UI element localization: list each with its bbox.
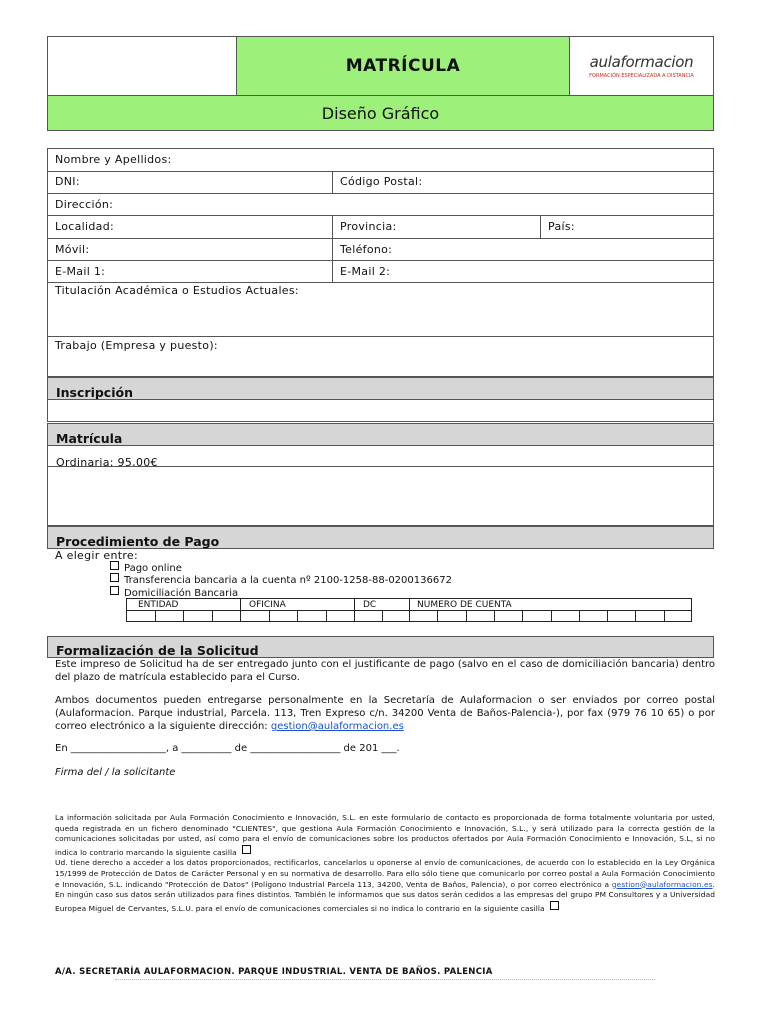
mobile-label: Móvil:: [55, 243, 90, 256]
bank-digit-cell-divider: [635, 610, 636, 622]
checkbox-transfer[interactable]: [110, 573, 119, 582]
province-label: Provincia:: [340, 220, 397, 233]
job-label: Trabajo (Empresa y puesto):: [55, 339, 218, 352]
matricula-ordinaria-row: [47, 445, 714, 467]
degree-label: Titulación Académica o Estudios Actuales:: [55, 284, 299, 297]
bank-digit-cell-divider: [522, 610, 523, 622]
checkbox-direct-debit[interactable]: [110, 586, 119, 595]
inscripcion-header: [47, 377, 714, 400]
payment-option-transfer[interactable]: Transferencia bancaria a la cuenta nº 2100-1258-88-0200136672: [110, 573, 452, 586]
bank-digit-cell-divider: [297, 610, 298, 622]
inscripcion-title: Inscripción: [56, 385, 133, 400]
matricula-blank-row: [47, 466, 714, 526]
page-title: MATRÍCULA: [345, 56, 461, 76]
bank-digit-cell-divider: [494, 610, 495, 622]
header-title-cell: [236, 36, 570, 96]
solicitud-paragraph-1: Este impreso de Solicitud ha de ser entregado junto con el justificante de pago (salvo en el caso de domiciliación bancaria) dentro del plazo de matrícula establecido para el Curso.: [55, 659, 715, 683]
name-label: Nombre y Apellidos:: [55, 153, 172, 166]
legal-notice: La información solicitada por Aula Formación Conocimiento e Innovación, S.L. en este formulario de contacto es proporcionada de forma totalmente voluntaria por usted, queda registrada en un fichero denominado "CLIENTES", que gestiona Aula Formación Conocimiento e Innovación, S.L., y será utilizado para la correcta gestión de la comunicaciones solicitadas por usted, así como para el envío de comunicaciones sobre los productos ofertados por Aula Formación Conocimiento e Innovación, S.L, si no indica lo contrario marcando la siguiente casilla Ud. tiene derecho a acceder a los datos proporcionados, rectificarlos, cancelarlos u oponerse al envío de comunicaciones, de acuerdo con lo establecido en la Ley Orgánica 15/1999 de Protección de Datos de Carácter Personal y en su normativa de desarrollo. Para ello sólo tiene que comunicarlo por correo postal a Aula Formación Conocimiento e Innovación, S.L. indicando "Protección de Datos" (Polígono Industrial Parcela 113, 34200, Venta de Baños, Palencia), o por correo electrónico a gestion@aulaformacion.es. En ningún caso sus datos serán utilizados para fines distintos. También le informamos que sus datos serán cedidos a las empresas del grupo PM Consultores y a Universidad Europea Miguel de Cervantes, S.L.U. para el envío de comunicaciones comerciales si no indica lo contrario en la siguiente casilla: [55, 813, 715, 913]
solicitud-header: [47, 636, 714, 658]
bank-digit-cell-divider: [183, 610, 184, 622]
bank-digit-cell-divider: [212, 610, 213, 622]
header-left-blank: [47, 36, 237, 96]
bank-digit-cell-divider: [382, 610, 383, 622]
bank-header-oficina: OFICINA: [249, 600, 286, 610]
brand-logo: aulaformacion: [589, 53, 694, 71]
bank-digit-cell-divider: [466, 610, 467, 622]
bank-digit-cell-divider: [437, 610, 438, 622]
solicitud-paragraph-2: Ambos documentos pueden entregarse personalmente en la Secretaría de Aulaformacion o ser enviados por correo postal (Aulaformacion. Parque industrial, Parcela. 113, Tren Expreso c/n. 34200 Venta de Baños-Palencia-), por fax (979 76 10 65) o por correo electrónico a la siguiente dirección: gestion@aulaformacion.es: [55, 695, 715, 732]
footer-rule: [115, 979, 655, 980]
bank-digit-cell-divider: [155, 610, 156, 622]
matricula-title: Matrícula: [56, 431, 123, 446]
bank-digit-cell-divider: [326, 610, 327, 622]
email1-label: E-Mail 1:: [55, 265, 106, 278]
address-label: Dirección:: [55, 198, 114, 211]
pago-choose: A elegir entre:: [55, 549, 138, 562]
legal-email-link[interactable]: gestion@aulaformacion.es: [611, 879, 713, 889]
bank-digit-cell-divider: [579, 610, 580, 622]
ordinaria-price: Ordinaria: 95,00€: [56, 456, 158, 469]
country-label: País:: [548, 220, 575, 233]
phone-label: Teléfono:: [340, 243, 393, 256]
bank-header-dc: DC: [363, 600, 377, 610]
course-banner: [47, 95, 714, 131]
payment-option-direct-debit[interactable]: Domiciliación Bancaria: [110, 586, 238, 599]
inscripcion-body: [47, 399, 714, 422]
pago-header: [47, 526, 714, 549]
postal-code-label: Código Postal:: [340, 175, 423, 188]
bank-header-entidad: ENTIDAD: [138, 600, 179, 610]
course-name: Diseño Gráfico: [321, 103, 440, 123]
payment-option-online[interactable]: Pago online: [110, 561, 182, 574]
checkbox-online[interactable]: [110, 561, 119, 570]
signature-label: Firma del / la solicitante: [55, 767, 176, 778]
bank-digit-cell-divider: [551, 610, 552, 622]
footer-address: A/A. SECRETARÍA AULAFORMACION. PARQUE INDUSTRIAL. VENTA DE BAÑOS. PALENCIA: [55, 967, 493, 977]
contact-email-link[interactable]: gestion@aulaformacion.es: [270, 721, 404, 732]
email2-label: E-Mail 2:: [340, 265, 391, 278]
bank-digit-cell-divider: [664, 610, 665, 622]
dni-label: DNI:: [55, 175, 80, 188]
solicitud-title: Formalización de la Solicitud: [56, 643, 259, 658]
bank-digit-cell-divider: [607, 610, 608, 622]
bank-digit-cell-divider: [269, 610, 270, 622]
brand-tagline: FORMACIÓN ESPECIALIZADA A DISTANCIA: [589, 73, 694, 79]
bank-header-account: NUMERO DE CUENTA: [417, 600, 512, 610]
date-line: En ___________________, a __________ de __________________ de 201 ___.: [55, 743, 400, 754]
header-logo-cell: [569, 36, 714, 96]
legal-optout-checkbox-2[interactable]: [550, 901, 559, 910]
matricula-header: [47, 423, 714, 446]
pago-title: Procedimiento de Pago: [56, 534, 220, 549]
city-label: Localidad:: [55, 220, 114, 233]
legal-optout-checkbox-1[interactable]: [242, 845, 251, 854]
